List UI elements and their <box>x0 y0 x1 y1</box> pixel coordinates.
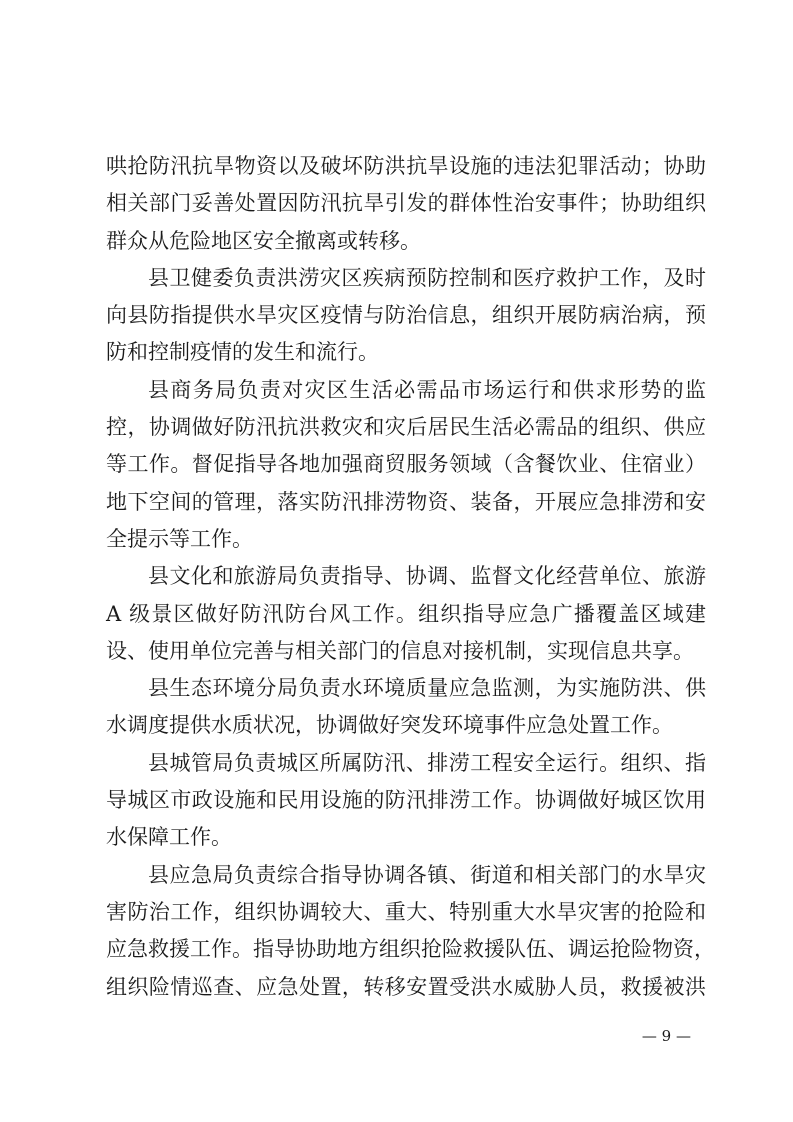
text-line: 水保障工作。 <box>106 825 232 850</box>
text-line: 应急救援工作。指导协助地方组织抢险救援队伍、调运抢险物资， <box>106 937 715 962</box>
text-line: 县卫健委负责洪涝灾区疾病预防控制和医疗救护工作，及时 <box>148 265 706 290</box>
text-line: 全提示等工作。 <box>106 526 253 551</box>
text-line: 害防治工作，组织协调较大、重大、特别重大水旱灾害的抢险和 <box>106 899 706 924</box>
text-line: 地下空间的管理，落实防汛排涝物资、装备，开展应急排涝和安 <box>106 489 706 514</box>
text-line: 哄抢防汛抗旱物资以及破坏防洪抗旱设施的违法犯罪活动；协助 <box>106 154 706 178</box>
text-line: 防和控制疫情的发生和流行。 <box>106 340 379 365</box>
text-line: 县文化和旅游局负责指导、协调、监督文化经营单位、旅游 <box>148 564 706 589</box>
text-line: 导城区市政设施和民用设施的防汛排涝工作。协调做好城区饮用 <box>106 788 706 813</box>
text-line: 县商务局负责对灾区生活必需品市场运行和供求形势的监 <box>148 377 706 402</box>
text-line: 相关部门妥善处置因防汛抗旱引发的群体性治安事件；协助组织 <box>106 191 706 216</box>
text-line: 群众从危险地区安全撤离或转移。 <box>106 228 421 253</box>
text-line: A 级景区做好防汛防台风工作。组织指导应急广播覆盖区域建 <box>106 601 706 626</box>
text-line: 向县防指提供水旱灾区疫情与防治信息，组织开展防病治病，预 <box>106 303 706 328</box>
text-line: 县应急局负责综合指导协调各镇、街道和相关部门的水旱灾 <box>148 862 706 887</box>
page-number: — 9 — <box>641 1027 691 1045</box>
text-line: 组织险情巡查、应急处置，转移安置受洪水威胁人员，救援被洪 <box>106 974 706 999</box>
text-line: 县生态环境分局负责水环境质量应急监测，为实施防洪、供 <box>148 676 706 701</box>
body-text <box>106 148 715 1006</box>
text-line: 水调度提供水质状况，协调做好突发环境事件应急处置工作。 <box>106 713 673 738</box>
text-line: 等工作。督促指导各地加强商贸服务领域（含餐饮业、住宿业） <box>106 452 706 477</box>
text-line: 县城管局负责城区所属防汛、排涝工程安全运行。组织、指 <box>148 750 706 775</box>
text-line: 控，协调做好防汛抗洪救灾和灾后居民生活必需品的组织、供应 <box>106 415 706 440</box>
text-line: 设、使用单位完善与相关部门的信息对接机制，实现信息共享。 <box>106 638 694 663</box>
